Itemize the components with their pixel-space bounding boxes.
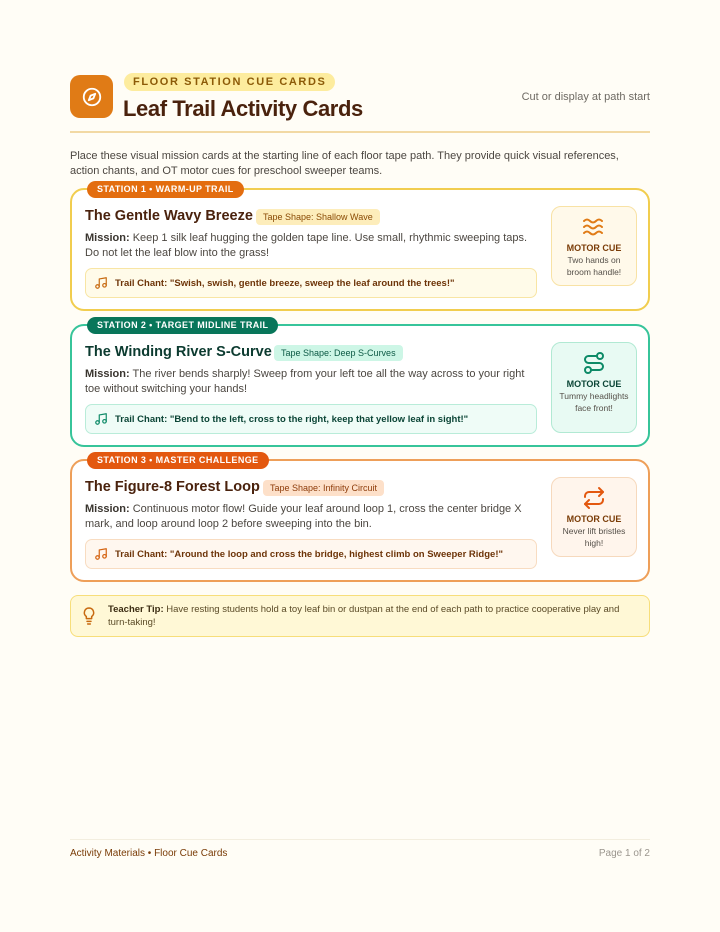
trail-chant-text: Trail Chant: "Around the loop and cross the bridge, highest climb on Sweeper Ridge!" [115, 548, 503, 560]
footer-label: Activity Materials • Floor Cue Cards [70, 848, 228, 859]
mission-text [85, 502, 540, 532]
trail-chant-text: Trail Chant: "Swish, swish, gentle breeze, sweep the leaf around the trees!" [115, 277, 455, 289]
lightbulb-icon [81, 606, 97, 626]
teacher-tip-label: Teacher Tip: [108, 604, 164, 615]
mission-text [85, 231, 540, 261]
motor-cue-text: Tummy headlights face front! [559, 391, 629, 413]
tape-shape-badge: Tape Shape: Shallow Wave [256, 209, 380, 225]
motor-cue-box [551, 477, 637, 557]
motor-cue-text: Never lift bristles high! [562, 526, 626, 548]
music-note-icon [94, 547, 108, 561]
motor-cue-label: MOTOR CUE [566, 379, 622, 389]
trail-chant-box [85, 539, 537, 569]
mission-label: Mission: [85, 368, 130, 380]
station-badge: STATION 3 • MASTER CHALLENGE [87, 452, 269, 469]
card-title: The Gentle Wavy Breeze [85, 208, 253, 224]
card-title: The Figure-8 Forest Loop [85, 479, 260, 495]
header-note: Cut or display at path start [521, 91, 650, 103]
trail-chant-box [85, 268, 537, 298]
route-icon [582, 351, 606, 375]
teacher-tip-box [70, 595, 650, 637]
music-note-icon [94, 276, 108, 290]
page-number: Page 1 of 2 [598, 848, 650, 859]
motor-cue-label: MOTOR CUE [566, 243, 622, 253]
motor-cue-box [551, 342, 637, 433]
logo [70, 75, 113, 118]
teacher-tip-body: Have resting students hold a toy leaf bin or dustpan at the end of each path to practice cooperative play and turn-taking! [108, 604, 620, 628]
mission-body: The river bends sharply! Sweep from your left toe all the way across to your right toe without switching your hands! [85, 368, 525, 395]
station-badge: STATION 2 • TARGET MIDLINE TRAIL [87, 317, 278, 334]
tape-shape-badge: Tape Shape: Deep S-Curves [274, 345, 403, 361]
mission-text [85, 367, 540, 397]
kicker-badge: FLOOR STATION CUE CARDS [124, 73, 335, 91]
mission-body: Continuous motor flow! Guide your leaf around loop 1, cross the center bridge X mark, and loop around loop 2 before sweeping into the bin. [85, 503, 522, 530]
trail-chant-text: Trail Chant: "Bend to the left, cross to the right, keep that yellow leaf in sight!" [115, 413, 469, 425]
teacher-tip-text [108, 603, 638, 629]
compass-icon [81, 86, 103, 108]
mission-label: Mission: [85, 503, 130, 515]
motor-cue-text: Two hands on broom handle! [566, 255, 622, 277]
repeat-arrows-icon [582, 486, 606, 510]
motor-cue-label: MOTOR CUE [566, 514, 622, 524]
station-card-1 [70, 184, 650, 311]
motor-cue-box [551, 206, 637, 286]
station-badge: STATION 1 • WARM-UP TRAIL [87, 181, 244, 198]
card-title: The Winding River S-Curve [85, 344, 272, 360]
cue-cards-page [70, 0, 650, 932]
mission-label: Mission: [85, 232, 130, 244]
wind-waves-icon [582, 215, 606, 239]
mission-body: Keep 1 silk leaf hugging the golden tape line. Use small, rhythmic sweeping taps. Do not let the leaf blow into the grass! [85, 232, 528, 259]
music-note-icon [94, 412, 108, 426]
trail-chant-box [85, 404, 537, 434]
page-title: Leaf Trail Activity Cards [123, 96, 363, 121]
intro-paragraph: Place these visual mission cards at the starting line of each floor tape path. They provide quick visual references, action chants, and OT motor cues for preschool sweeper teams. [70, 150, 619, 177]
footer-divider [70, 839, 650, 840]
station-card-3 [70, 455, 650, 582]
header-divider [70, 131, 650, 133]
station-card-2 [70, 320, 650, 447]
tape-shape-badge: Tape Shape: Infinity Circuit [263, 480, 384, 496]
